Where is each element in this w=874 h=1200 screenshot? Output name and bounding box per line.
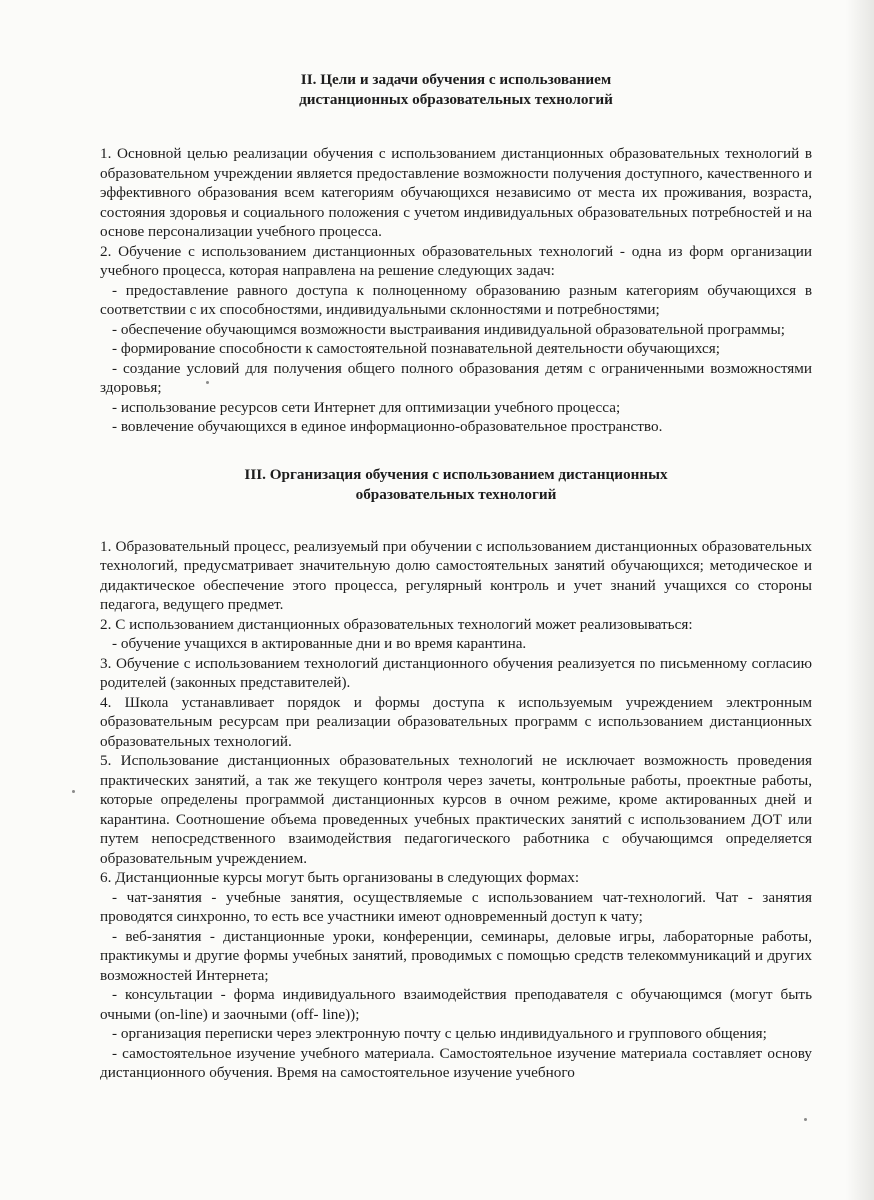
scan-speck bbox=[72, 790, 75, 793]
section-3-paragraph-4: 4. Школа устанавливает порядок и формы доступа к используемым учреждением электронным образовательным ресурсам при реализации образовательных программ с использованием дистанционных образовательных технологий. bbox=[100, 693, 812, 750]
task-item: - использование ресурсов сети Интернет для оптимизации учебного процесса; bbox=[112, 398, 621, 416]
form-item: - веб-занятия - дистанционные уроки, конференции, семинары, деловые игры, лабораторные работы, практикумы и другие формы учебных занятий, проводимых с помощью средств телекоммуникаций и других возможностей Интернета; bbox=[100, 927, 812, 984]
form-item: - самостоятельное изучение учебного материала. Самостоятельное изучение материала составляет основу дистанционного обучения. Время на самостоятельное изучение учебного bbox=[100, 1044, 812, 1081]
form-item: - консультации - форма индивидуального взаимодействия преподавателя с обучающимся (могут быть очными (on-line) и заочными (off- line)); bbox=[100, 986, 812, 1023]
section-3-paragraph-5: 5. Использование дистанционных образовательных технологий не исключает возможность проведения практических занятий, а так же текущего контроля через зачеты, контрольные работы, проектные работы, которые определены программой дистанционных курсов в очном режиме, кроме актированных дней и карантина. Соотношение объема проведенных учебных практических занятий с использованием ДОТ или путем непосредственного взаимодействия педагогического работника с обучающимся определяется образовательным учреждением. bbox=[100, 752, 812, 867]
task-item: - обеспечение обучающимся возможности выстраивания индивидуальной образовательной программы; bbox=[112, 320, 785, 338]
section-2-heading bbox=[100, 70, 812, 110]
section-3-title-line1: III. Организация обучения с использованием дистанционных bbox=[244, 465, 668, 483]
scan-speck bbox=[206, 381, 209, 384]
section-3-paragraph-6: 6. Дистанционные курсы могут быть организованы в следующих формах: bbox=[100, 869, 580, 886]
task-item: - формирование способности к самостоятельной познавательной деятельности обучающихся; bbox=[112, 340, 720, 357]
task-item: - вовлечение обучающихся в единое информационно-образовательное пространство. bbox=[112, 418, 663, 435]
form-item: - чат-занятия - учебные занятия, осуществляемые с использованием чат-технологий. Чат - занятия проводятся синхронно, то есть все участники имеют одновременный доступ к чату; bbox=[100, 888, 812, 925]
scan-speck bbox=[804, 1118, 807, 1121]
section-2-paragraph-1: 1. Основной целью реализации обучения с использованием дистанционных образовательных технологий в образовательном учреждении является предоставление возможности получения доступного, качественного и эффективного образования всем категориям обучающихся независимо от места их проживания, возраста, состояния здоровья и социального положения с учетом индивидуальных образовательных потребностей и на основе персонализации учебного процесса. bbox=[100, 145, 812, 240]
section-3-paragraph-2: 2. С использованием дистанционных образовательных технологий может реализовываться: bbox=[100, 615, 693, 633]
section-3-heading bbox=[100, 465, 812, 505]
section-2-title-line1: II. Цели и задачи обучения с использованием bbox=[300, 71, 612, 88]
section-3-paragraph-3: 3. Обучение с использованием технологий дистанционного обучения реализуется по письменному согласию родителей (законных представителей). bbox=[100, 654, 812, 691]
scan-edge-shadow bbox=[846, 0, 874, 1200]
form-item: - организация переписки через электронную почту с целью индивидуального и группового общения; bbox=[112, 1025, 767, 1042]
section-3-paragraph-1: 1. Образовательный процесс, реализуемый при обучении с использованием дистанционных образовательных технологий, предусматривает значительную долю самостоятельных занятий обучающихся; методическое и дидактическое обеспечение этого процесса, регулярный контроль и учет знаний учащихся со стороны педагога, ведущего предмет. bbox=[100, 537, 812, 613]
section-3-paragraph-2-item: - обучение учащихся в актированные дни и во время карантина. bbox=[112, 635, 527, 652]
section-2-title-line2: дистанционных образовательных технологий bbox=[299, 91, 613, 108]
section-2-paragraph-2: 2. Обучение с использованием дистанционных образовательных технологий - одна из форм организации учебного процесса, которая направлена на решение следующих задач: bbox=[100, 242, 812, 279]
task-item: - предоставление равного доступа к полноценному образованию разным категориям обучающихся в соответствии с их способностями, индивидуальными склонностями и потребностями; bbox=[100, 281, 812, 318]
task-item: - создание условий для получения общего полного образования детям с ограниченными возможностями здоровья; bbox=[100, 359, 812, 396]
section-3-title-line2: образовательных технологий bbox=[355, 485, 557, 503]
